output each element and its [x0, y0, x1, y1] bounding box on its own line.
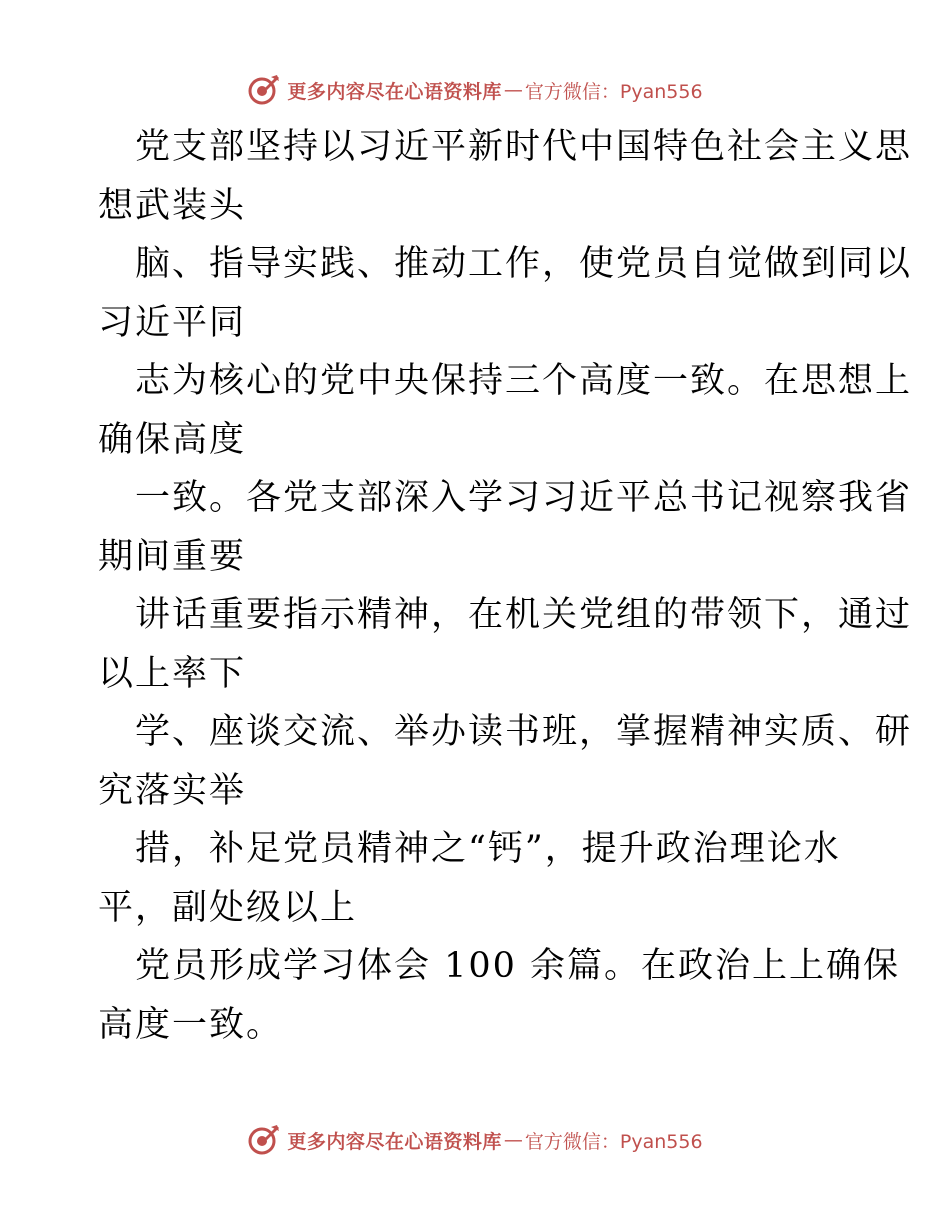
header-banner-text: 更多内容尽在心语资料库 — [287, 80, 502, 103]
brand-logo-icon — [247, 73, 281, 107]
body-line: 习近平同 — [98, 302, 247, 343]
body-line: 高度一致。 — [98, 1004, 284, 1045]
body-line: 以上率下 — [98, 653, 247, 694]
body-line: 究落实举 — [98, 770, 247, 811]
header-banner — [0, 70, 950, 110]
body-text — [98, 118, 913, 1054]
footer-banner-dash: — — [503, 1129, 523, 1151]
footer-banner-text: 更多内容尽在心语资料库 — [287, 1130, 502, 1153]
body-line: 讲话重要指示精神，在机关党组的带领下，通过 — [135, 595, 913, 635]
header-banner-wechat: 官方微信：Pyan556 — [524, 80, 703, 103]
body-line: 学、座谈交流、举办读书班，掌握精神实质、研 — [135, 712, 913, 752]
body-line: 平，副处级以上 — [98, 887, 358, 928]
header-banner-dash: — — [503, 79, 523, 101]
footer-banner — [0, 1120, 950, 1160]
body-line: 党员形成学习体会 100 余篇。在政治上上确保 — [135, 946, 901, 986]
body-line: 一致。各党支部深入学习习近平总书记视察我省 — [135, 478, 913, 518]
footer-banner-wechat: 官方微信：Pyan556 — [524, 1130, 703, 1153]
body-line: 措，补足党员精神之“钙”，提升政治理论水 — [135, 829, 841, 869]
body-line: 确保高度 — [98, 419, 247, 460]
body-line: 想武装头 — [98, 185, 247, 226]
brand-logo-icon — [247, 1123, 281, 1157]
body-line: 期间重要 — [98, 536, 247, 577]
body-line: 志为核心的党中央保持三个高度一致。在思想上 — [135, 361, 913, 401]
body-line: 脑、指导实践、推动工作，使党员自觉做到同以 — [135, 244, 913, 284]
body-line: 党支部坚持以习近平新时代中国特色社会主义思 — [135, 127, 913, 167]
